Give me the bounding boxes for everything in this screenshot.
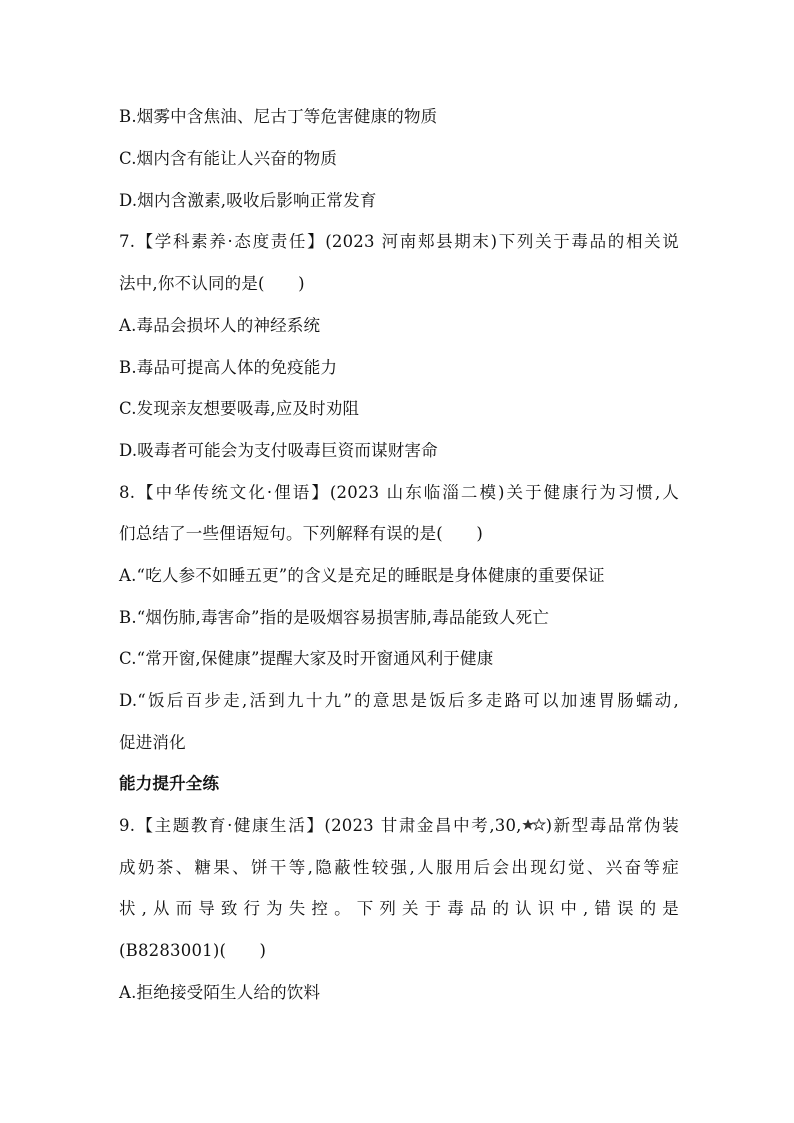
q8-option-d-line2: 促进消化 [119,733,186,752]
q9-stem-line1-post: )新型毒品常伪装 [545,816,679,835]
q9-stem-line3: 状,从而导致行为失控。下列关于毒品的认识中,错误的是 [119,899,679,918]
q9-stem-line1-pre: 9.【主题教育·健康生活】(2023 甘肃金昌中考,30, [119,816,522,835]
q7-option-d: D.吸毒者可能会为支付吸毒巨资而谋财害命 [119,441,438,460]
q7-option-a: A.毒品会损坏人的神经系统 [119,316,321,335]
q6-option-d: D.烟内含激素,吸收后影响正常发育 [119,191,377,210]
q8-stem-line1: 8.【中华传统文化·俚语】(2023 山东临淄二模)关于健康行为习惯,人 [119,483,679,502]
q6-option-b: B.烟雾中含焦油、尼古丁等危害健康的物质 [119,107,438,126]
q6-option-c: C.烟内含有能让人兴奋的物质 [119,149,338,168]
q7-option-c: C.发现亲友想要吸毒,应及时劝阻 [119,399,360,418]
q7-stem-line1: 7.【学科素养·态度责任】(2023 河南郏县期末)下列关于毒品的相关说 [119,232,679,251]
two-star-difficulty-icon [522,818,546,832]
q9-stem-line1 [119,814,679,838]
q8-option-c: C.“常开窗,保健康”提醒大家及时开窗通风利于健康 [119,649,494,668]
q8-option-a: A.“吃人参不如睡五更”的含义是充足的睡眠是身体健康的重要保证 [119,566,605,585]
q7-option-b: B.毒品可提高人体的免疫能力 [119,358,338,377]
q7-stem-line2: 法中,你不认同的是( ) [119,274,305,293]
section-title: 能力提升全练 [119,774,220,793]
q9-stem-line4: (B8283001)( ) [119,941,267,960]
q9-stem-line2: 成奶茶、糖果、饼干等,隐蔽性较强,人服用后会出现幻觉、兴奋等症 [119,858,679,877]
q9-option-a: A.拒绝接受陌生人给的饮料 [119,983,321,1002]
q8-stem-line2: 们总结了一些俚语短句。下列解释有误的是( ) [119,524,483,543]
q8-option-d-line1: D.“饭后百步走,活到九十九”的意思是饭后多走路可以加速胃肠蠕动, [119,691,679,710]
q8-option-b: B.“烟伤肺,毒害命”指的是吸烟容易损害肺,毒品能致人死亡 [119,608,550,627]
